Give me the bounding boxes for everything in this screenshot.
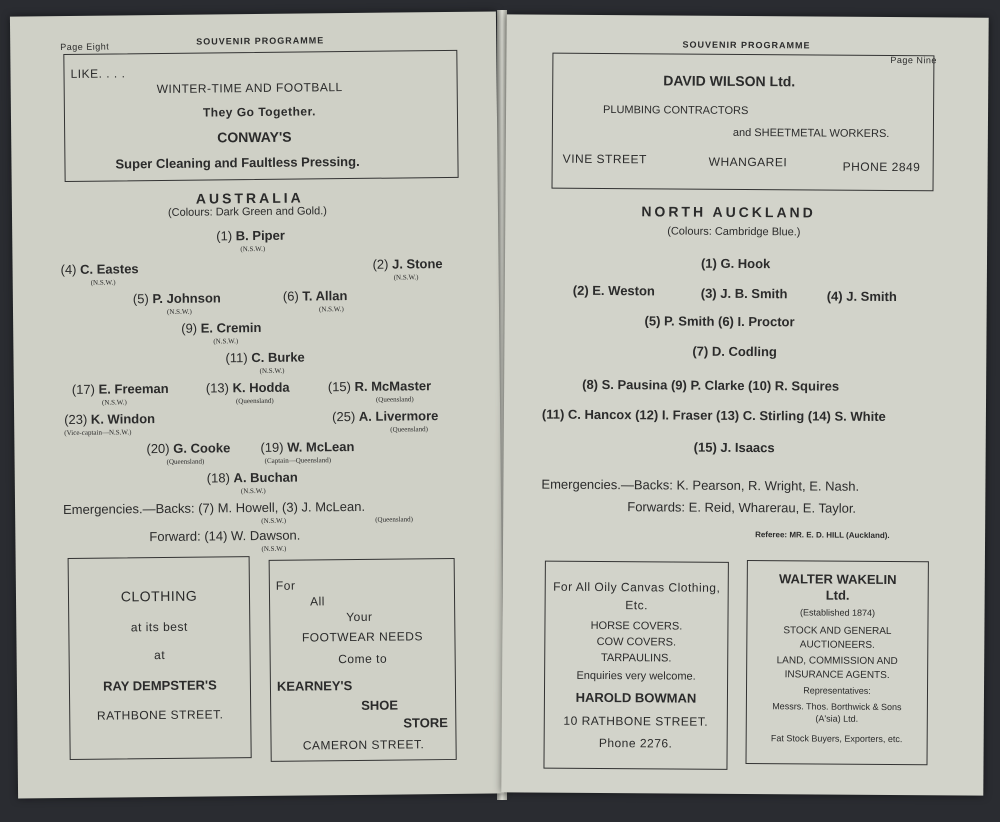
ad-line: CAMERON STREET. <box>302 737 425 753</box>
page-header: SOUVENIR PROGRAMME <box>682 39 811 51</box>
player-entry: (11) C. Burke <box>225 349 305 366</box>
kearney-ad <box>269 558 457 762</box>
player-state: (N.S.W.) <box>90 278 116 287</box>
ad-line: Enquiries very welcome. <box>576 669 696 683</box>
ad-phone: PHONE 2849 <box>842 159 921 175</box>
player-entry: (25) A. Livermore <box>332 408 439 425</box>
ad-brand: DAVID WILSON Ltd. <box>663 72 796 90</box>
ad-line: CLOTHING <box>120 587 198 605</box>
ad-brand: WALTER WAKELIN <box>778 571 897 588</box>
emergencies-forward: Forward: (14) W. Dawson. <box>149 527 301 545</box>
player-entry: (20) G. Cooke <box>146 440 231 457</box>
player-entry: (9) E. Cremin <box>181 319 262 336</box>
player-entry: (17) E. Freeman <box>71 380 169 397</box>
ad-line: WINTER-TIME AND FOOTBALL <box>156 80 343 97</box>
harold-bowman-ad <box>543 561 728 770</box>
player-row: (3) J. B. Smith <box>700 285 788 302</box>
player-entry: (13) K. Hodda <box>205 379 290 396</box>
ray-dempster-ad <box>68 556 252 760</box>
ad-line: at its best <box>130 619 188 635</box>
ad-line: at <box>154 647 166 663</box>
ad-line: Phone 2276. <box>598 735 673 751</box>
ad-line: Your <box>346 609 373 625</box>
ad-line: PLUMBING CONTRACTORS <box>603 104 749 118</box>
emergencies-backs: Emergencies.—Backs: (7) M. Howell, (3) J. McLean. <box>63 498 366 518</box>
ad-line: STOCK AND GENERAL <box>783 625 892 638</box>
ad-line: INSURANCE AGENTS. <box>784 669 890 682</box>
ad-line: LAND, COMMISSION AND <box>776 655 898 668</box>
ad-line: Etc. <box>625 598 648 613</box>
player-state: (N.S.W.) <box>259 366 285 375</box>
player-state: (N.S.W.) <box>240 486 266 496</box>
player-entry: (5) P. Johnson <box>132 290 221 307</box>
page-number: Page Nine <box>890 55 937 66</box>
player-row: (2) E. Weston <box>572 282 655 299</box>
player-state: (Vice-captain—N.S.W.) <box>64 428 132 438</box>
player-row: (1) G. Hook <box>700 255 771 272</box>
ad-tagline: Super Cleaning and Faultless Pressing. <box>115 153 360 172</box>
player-state: (Queensland) <box>235 396 274 406</box>
ad-line: 10 RATHBONE STREET. <box>563 713 709 729</box>
team-colours: (Colours: Dark Green and Gold.) <box>167 205 327 219</box>
walter-wakelin-ad <box>745 560 928 765</box>
team-name: NORTH AUCKLAND <box>641 203 816 221</box>
player-entry: (23) K. Windon <box>64 411 156 428</box>
left-page <box>10 11 504 798</box>
page-number: Page Eight <box>60 41 110 53</box>
ad-line: AUCTIONEERS. <box>799 639 875 651</box>
player-state: (N.S.W.) <box>261 516 287 525</box>
team-name: AUSTRALIA <box>195 189 304 207</box>
player-state: (N.S.W.) <box>240 244 266 254</box>
ad-line: Messrs. Thos. Borthwick & Sons <box>772 701 902 713</box>
ad-street: VINE STREET <box>562 151 647 167</box>
player-entry: (2) J. Stone <box>372 256 443 272</box>
ad-brand: Ltd. <box>825 587 850 603</box>
player-row: (15) J. Isaacs <box>693 439 775 456</box>
ad-line: (Established 1874) <box>799 607 876 618</box>
player-state: (N.S.W.) <box>393 273 419 282</box>
player-entry: (4) C. Eastes <box>60 261 139 278</box>
emergencies-backs: Emergencies.—Backs: K. Pearson, R. Wright, E. Nash. <box>541 476 860 494</box>
player-state: (Queensland) <box>375 395 414 404</box>
conway-ad <box>63 50 458 182</box>
player-row: (7) D. Codling <box>692 343 777 360</box>
ad-like: LIKE. . . . <box>70 66 126 81</box>
ad-line: They Go Together. <box>202 104 316 120</box>
ad-brand: SHOE <box>361 697 399 713</box>
ad-line: For All Oily Canvas Clothing, <box>553 579 721 595</box>
player-state: (N.S.W.) <box>213 337 239 346</box>
player-entry: (15) R. McMaster <box>327 378 432 395</box>
ad-line: Fat Stock Buyers, Exporters, etc. <box>770 733 903 745</box>
player-state: (N.S.W.) <box>261 544 287 553</box>
team-colours: (Colours: Cambridge Blue.) <box>667 225 801 239</box>
ad-brand: HAROLD BOWMAN <box>575 689 697 706</box>
page-header: SOUVENIR PROGRAMME <box>196 35 325 47</box>
ad-line: Come to <box>338 651 388 667</box>
ad-line: Representatives: <box>803 685 871 696</box>
ad-town: WHANGAREI <box>708 154 788 170</box>
player-row: (8) S. Pausina (9) P. Clarke (10) R. Squires <box>582 376 840 394</box>
player-entry: (1) B. Piper <box>216 227 285 244</box>
ad-brand: CONWAY'S <box>217 128 292 146</box>
ad-line: FOOTWEAR NEEDS <box>301 629 424 645</box>
player-state: (Queensland) <box>375 515 413 524</box>
ad-brand: RAY DEMPSTER'S <box>103 677 217 694</box>
player-state: (N.S.W.) <box>318 305 344 314</box>
emergencies-forwards: Forwards: E. Reid, Wharerau, E. Taylor. <box>627 499 857 516</box>
right-page <box>501 14 988 795</box>
player-state: (N.S.W.) <box>101 398 127 407</box>
player-state: (N.S.W.) <box>166 307 192 316</box>
ad-line: (A'sia) Ltd. <box>815 713 859 724</box>
player-entry: (6) T. Allan <box>282 288 348 304</box>
ad-line: COW COVERS. <box>596 635 677 649</box>
david-wilson-ad <box>552 53 935 192</box>
ad-brand: STORE <box>403 715 448 731</box>
ad-line: HORSE COVERS. <box>590 619 683 633</box>
player-row: (4) J. Smith <box>826 288 897 305</box>
player-row: (5) P. Smith (6) I. Proctor <box>644 313 795 330</box>
ad-line: RATHBONE STREET. <box>96 707 224 723</box>
player-entry: (18) A. Buchan <box>206 469 298 486</box>
ad-brand: KEARNEY'S <box>276 678 353 694</box>
ad-line: All <box>309 594 325 609</box>
player-entry: (19) W. McLean <box>260 438 355 455</box>
ad-line: For <box>275 578 296 593</box>
player-row: (11) C. Hancox (12) I. Fraser (13) C. Stirling (14) S. White <box>541 406 886 424</box>
ad-line: TARPAULINS. <box>600 652 672 665</box>
player-state: (Captain—Queensland) <box>264 456 332 465</box>
ad-line: and SHEETMETAL WORKERS. <box>732 126 890 141</box>
referee: Referee: MR. E. D. HILL (Auckland). <box>755 530 890 541</box>
player-state: (Queensland) <box>166 457 205 466</box>
player-state: (Queensland) <box>390 425 429 434</box>
